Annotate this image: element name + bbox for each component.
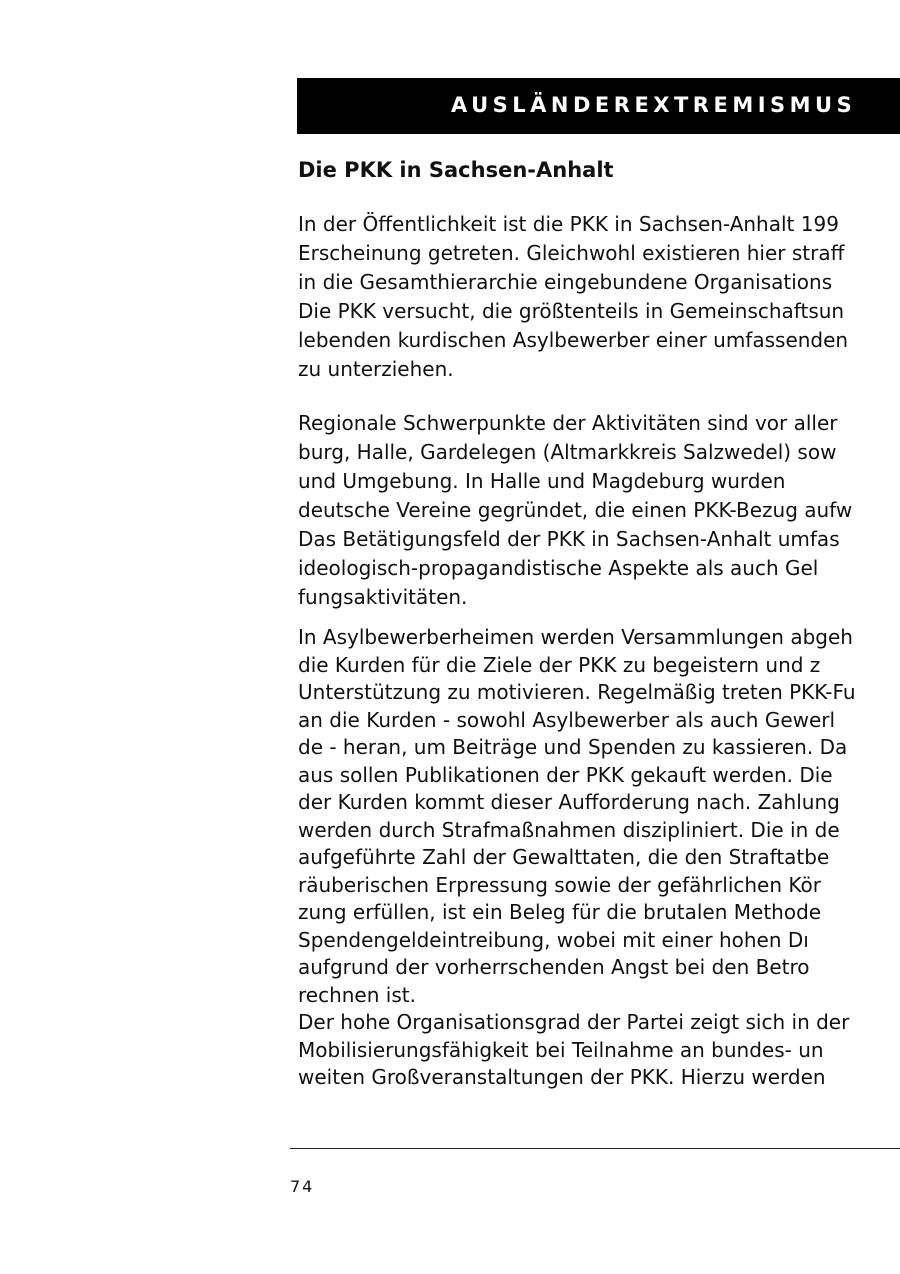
paragraph-line: fungsaktivitäten. bbox=[298, 585, 468, 609]
paragraph-line: aufgrund der vorherrschenden Angst bei den Betro bbox=[298, 955, 810, 979]
paragraph-line: zu unterziehen. bbox=[298, 357, 454, 381]
paragraph-1 bbox=[298, 210, 900, 384]
paragraph-line: deutsche Vereine gegründet, die einen PKK-Bezug aufw bbox=[298, 498, 853, 522]
paragraph-line: weiten Großveranstaltungen der PKK. Hierzu werden bbox=[298, 1065, 826, 1089]
paragraph-line: Regionale Schwerpunkte der Aktivitäten sind vor aller bbox=[298, 411, 838, 435]
paragraph-line: der Kurden kommt dieser Aufforderung nach. Zahlung bbox=[298, 790, 840, 814]
paragraph-line: lebenden kurdischen Asylbewerber einer umfassenden bbox=[298, 328, 849, 352]
page-number: 74 bbox=[290, 1177, 315, 1196]
paragraph-line: aus sollen Publikationen der PKK gekauft werden. Die bbox=[298, 762, 833, 787]
paragraph-line: an die Kurden - sowohl Asylbewerber als auch Gewerl bbox=[298, 707, 836, 732]
paragraph-line: rechnen ist. bbox=[298, 982, 416, 1007]
paragraph-line: zung erfüllen, ist ein Beleg für die brutalen Methode bbox=[298, 900, 822, 924]
footer-rule bbox=[290, 1148, 900, 1149]
paragraph-3 bbox=[298, 624, 900, 1092]
paragraph-line: Mobilisierungsfähigkeit bei Teilnahme an bundes- un bbox=[298, 1037, 824, 1062]
paragraph-line: Das Betätigungsfeld der PKK in Sachsen-Anhalt umfas bbox=[298, 527, 840, 551]
chapter-title: AUSLÄNDEREXTREMISMUS bbox=[451, 93, 857, 117]
paragraph-line: ideologisch-propagandistische Aspekte als auch Gel bbox=[298, 556, 819, 580]
paragraph-line: In Asylbewerberheimen werden Versammlungen abgeh bbox=[298, 625, 853, 649]
paragraph-line: aufgeführte Zahl der Gewalttaten, die den Straftatbe bbox=[298, 845, 830, 869]
paragraph-line: burg, Halle, Gardelegen (Altmarkkreis Salzwedel) sow bbox=[298, 440, 837, 464]
paragraph-line: und Umgebung. In Halle und Magdeburg wurden bbox=[298, 469, 786, 493]
paragraph-line: werden durch Strafmaßnahmen diszipliniert. Die in de bbox=[298, 817, 840, 842]
paragraph-line: räuberischen Erpressung sowie der gefährlichen Kör bbox=[298, 872, 821, 897]
paragraph-line: Unterstützung zu motivieren. Regelmäßig treten PKK-Fu bbox=[298, 680, 856, 704]
paragraph-line: in die Gesamthierarchie eingebundene Organisations bbox=[298, 270, 833, 294]
chapter-header-bar bbox=[297, 78, 900, 134]
paragraph-line: de - heran, um Beiträge und Spenden zu kassieren. Da bbox=[298, 735, 848, 759]
paragraph-line: Der hohe Organisationsgrad der Partei zeigt sich in der bbox=[298, 1010, 850, 1034]
paragraph-line: die Kurden für die Ziele der PKK zu begeistern und z bbox=[298, 652, 821, 677]
paragraph-line: Erscheinung getreten. Gleichwohl existieren hier straff bbox=[298, 241, 845, 265]
paragraph-line: Spendengeldeintreibung, wobei mit einer hohen Dı bbox=[298, 927, 809, 952]
paragraph-2 bbox=[298, 409, 900, 612]
paragraph-line: Die PKK versucht, die größtenteils in Gemeinschaftsun bbox=[298, 299, 845, 323]
paragraph-line: In der Öffentlichkeit ist die PKK in Sachsen-Anhalt 199 bbox=[298, 212, 839, 236]
section-title: Die PKK in Sachsen-Anhalt bbox=[298, 158, 614, 182]
